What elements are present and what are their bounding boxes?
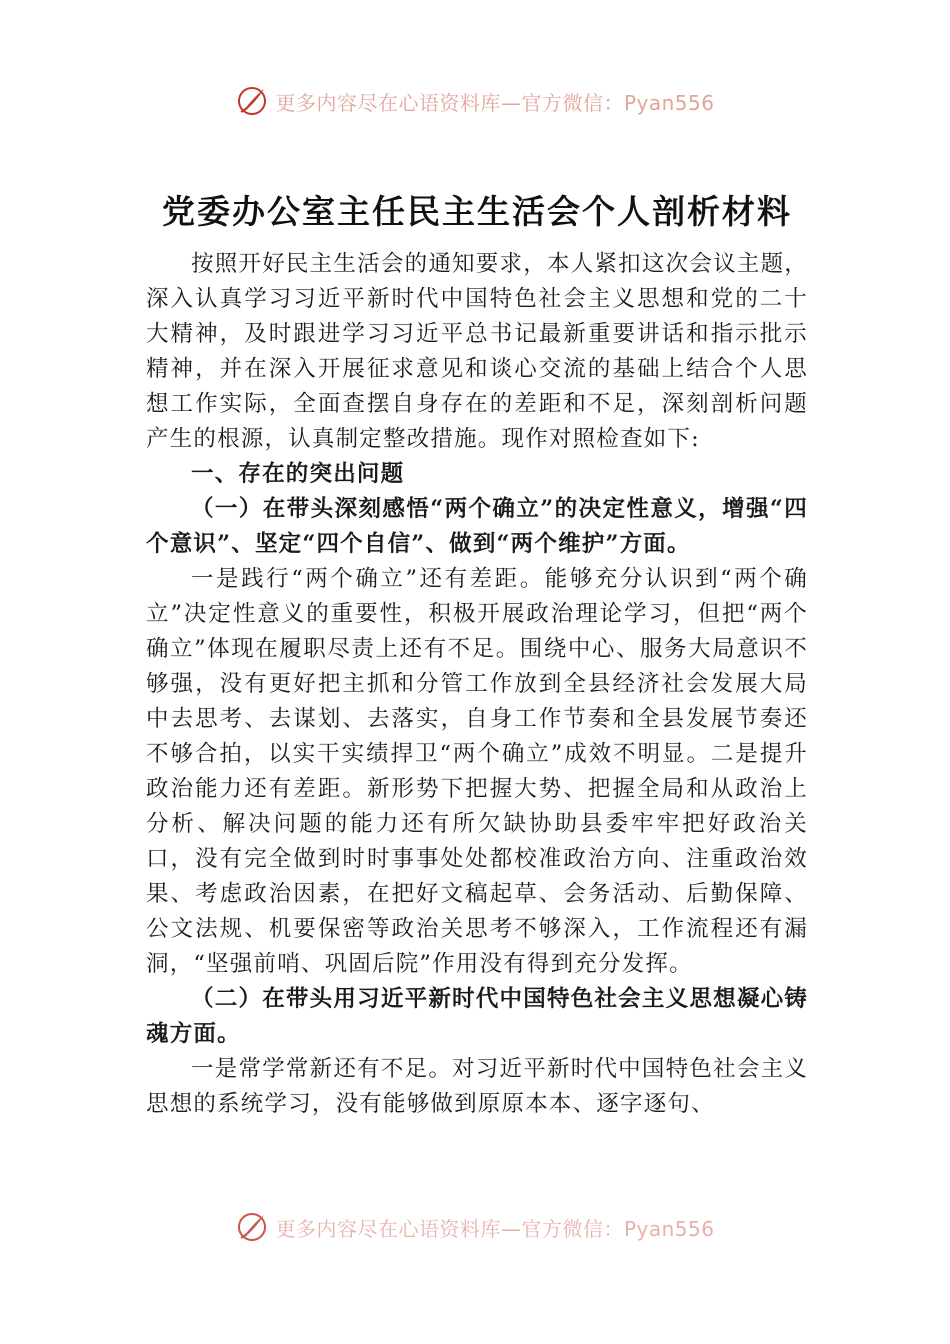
- subsection-heading: （一）在带头深刻感悟“两个确立”的决定性意义，增强“四个意识”、坚定“四个自信”、做到“两个维护”方面。: [146, 496, 808, 557]
- body-paragraph: 一是践行“两个确立”还有差距。能够充分认识到“两个确立”决定性意义的重要性，积极开展政治理论学习，但把“两个确立”体现在履职尽责上还有不足。围绕中心、服务大局意识不够强，没有更好把主抓和分管工作放到全县经济社会发展大局中去思考、去谋划、去落实，自身工作节奏和全县发展节奏还不够合拍，以实干实绩捍卫“两个确立”成效不明显。二是提升政治能力还有差距。新形势下把握大势、把握全局和从政治上分析、解决问题的能力还有所欠缺协助县委牢牢把好政治关口，没有完全做到时时事事处处都校准政治方向、注重政治效果、考虑政治因素，在把好文稿起草、会务活动、后勤保障、公文法规、机要保密等政治关思考不够深入，工作流程还有漏洞，“坚强前哨、巩固后院”作用没有得到充分发挥。: [146, 566, 808, 977]
- quill-pen-logo-icon: [235, 84, 269, 118]
- watermark-text: 更多内容尽在心语资料库—官方微信：Pyan556: [275, 1216, 715, 1241]
- watermark-text: 更多内容尽在心语资料库—官方微信：Pyan556: [275, 90, 715, 115]
- body-paragraph: 一是常学常新还有不足。对习近平新时代中国特色社会主义思想的系统学习，没有能够做到原原本本、逐字逐句、: [146, 1056, 808, 1117]
- document-body: [146, 186, 808, 1122]
- section-heading: 一、存在的突出问题: [191, 461, 405, 487]
- watermark-footer: [0, 1210, 950, 1244]
- quill-pen-logo-icon: [235, 1210, 269, 1244]
- watermark-header: [0, 84, 950, 118]
- subsection-heading: （二）在带头用习近平新时代中国特色社会主义思想凝心铸魂方面。: [146, 986, 808, 1047]
- intro-paragraph: 按照开好民主生活会的通知要求，本人紧扣这次会议主题，深入认真学习习近平新时代中国特色社会主义思想和党的二十大精神，及时跟进学习习近平总书记最新重要讲话和指示批示精神，并在深入开展征求意见和谈心交流的基础上结合个人思想工作实际，全面查摆自身存在的差距和不足，深刻剖析问题产生的根源，认真制定整改措施。现作对照检查如下:: [146, 251, 808, 452]
- document-title: 党委办公室主任民主生活会个人剖析材料: [162, 192, 792, 231]
